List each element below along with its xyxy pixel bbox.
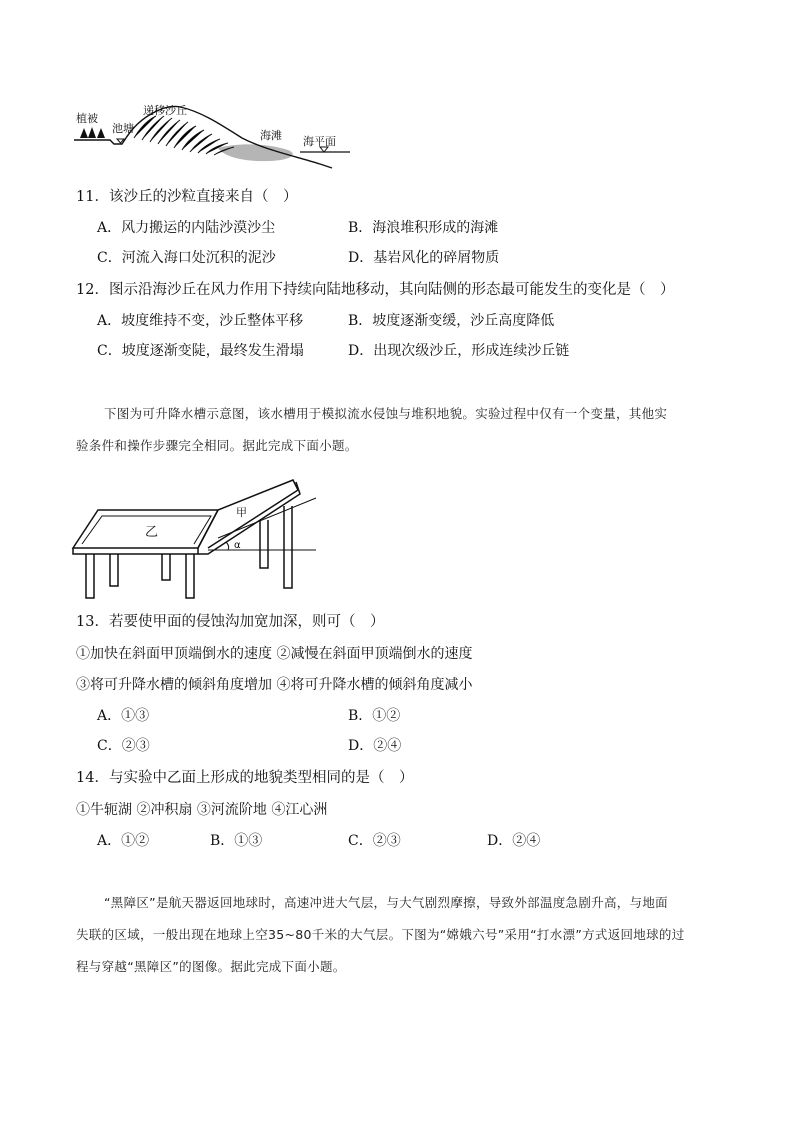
q11-stem: 11．该沙丘的沙粒直接来自（ ） xyxy=(76,189,298,205)
q13-choices-line1: ①加快在斜面甲顶端倒水的速度 ②减慢在斜面甲顶端倒水的速度 xyxy=(76,646,473,662)
q12-option-d[interactable]: D．出现次级沙丘，形成连续沙丘链 xyxy=(348,343,570,359)
passage-flume-line2: 验条件和操作步骤完全相同。据此完成下面小题。 xyxy=(76,438,358,453)
q12-option-b[interactable]: B．坡度逐渐变缓，沙丘高度降低 xyxy=(348,313,555,329)
q13-option-c[interactable]: C．②③ xyxy=(97,738,150,754)
figure-coastal-dune xyxy=(70,98,360,178)
q14-option-a[interactable]: A．①② xyxy=(97,833,150,849)
label-jia: 甲 xyxy=(236,506,247,519)
q13-option-a[interactable]: A．①③ xyxy=(97,708,150,724)
q14-option-b[interactable]: B．①③ xyxy=(210,833,263,849)
q13-option-b[interactable]: B．①② xyxy=(348,708,401,724)
q14-stem: 14．与实验中乙面上形成的地貌类型相同的是（ ） xyxy=(76,770,414,786)
label-beach: 海滩 xyxy=(260,129,282,142)
coastal-dune-diagram xyxy=(70,98,360,178)
label-pond: 池塘 xyxy=(112,122,134,135)
q14-option-d[interactable]: D．②④ xyxy=(487,833,541,849)
passage-blackout-line1: “黑障区”是航天器返回地球时，高速冲进大气层，与大气剧烈摩擦，导致外部温度急剧升高，与地面 xyxy=(104,895,668,910)
angle-arc xyxy=(226,542,229,550)
q13-stem: 13．若要使甲面的侵蚀沟加宽加深，则可（ ） xyxy=(76,614,385,630)
passage-blackout-line3: 程与穿越“黑障区”的图像。据此完成下面小题。 xyxy=(76,959,346,974)
q14-choices: ①牛轭湖 ②冲积扇 ③河流阶地 ④江心洲 xyxy=(76,802,328,818)
inclined-plane-jia xyxy=(198,480,298,548)
label-sea-level: 海平面 xyxy=(303,135,336,148)
q11-option-c[interactable]: C．河流入海口处沉积的泥沙 xyxy=(97,250,276,266)
q13-option-d[interactable]: D．②④ xyxy=(348,738,402,754)
q11-option-a[interactable]: A．风力搬运的内陆沙漠沙尘 xyxy=(97,220,276,236)
q12-option-a[interactable]: A．坡度维持不变，沙丘整体平移 xyxy=(97,313,304,329)
q12-stem: 12．图示沿海沙丘在风力作用下持续向陆地移动，其向陆侧的形态最可能发生的变化是（ ） xyxy=(76,282,675,298)
passage-flume-line1: 下图为可升降水槽示意图，该水槽用于模拟流水侵蚀与堆积地貌。实验过程中仅有一个变量，其他实 xyxy=(104,406,668,421)
label-dune: 递移沙丘 xyxy=(143,104,187,117)
figure-flume xyxy=(68,468,328,603)
label-vegetation: 植被 xyxy=(76,112,98,125)
q14-option-c[interactable]: C．②③ xyxy=(348,833,401,849)
q12-option-c[interactable]: C．坡度逐渐变陡，最终发生滑塌 xyxy=(97,343,304,359)
label-alpha: α xyxy=(234,540,241,551)
passage-blackout-line2: 失联的区域，一般出现在地球上空35~80千米的大气层。下图为“嫦娥六号”采用“打水漂”方式返回地球的过 xyxy=(76,927,685,942)
label-yi: 乙 xyxy=(145,525,159,540)
vegetation-trees-icon xyxy=(80,127,105,138)
q11-option-d[interactable]: D．基岩风化的碎屑物质 xyxy=(348,250,500,266)
ground-profile xyxy=(74,107,332,168)
q11-option-b[interactable]: B．海浪堆积形成的海滩 xyxy=(348,220,499,236)
q13-choices-line2: ③将可升降水槽的倾斜角度增加 ④将可升降水槽的倾斜角度减小 xyxy=(76,677,473,693)
flume-diagram xyxy=(68,468,328,603)
